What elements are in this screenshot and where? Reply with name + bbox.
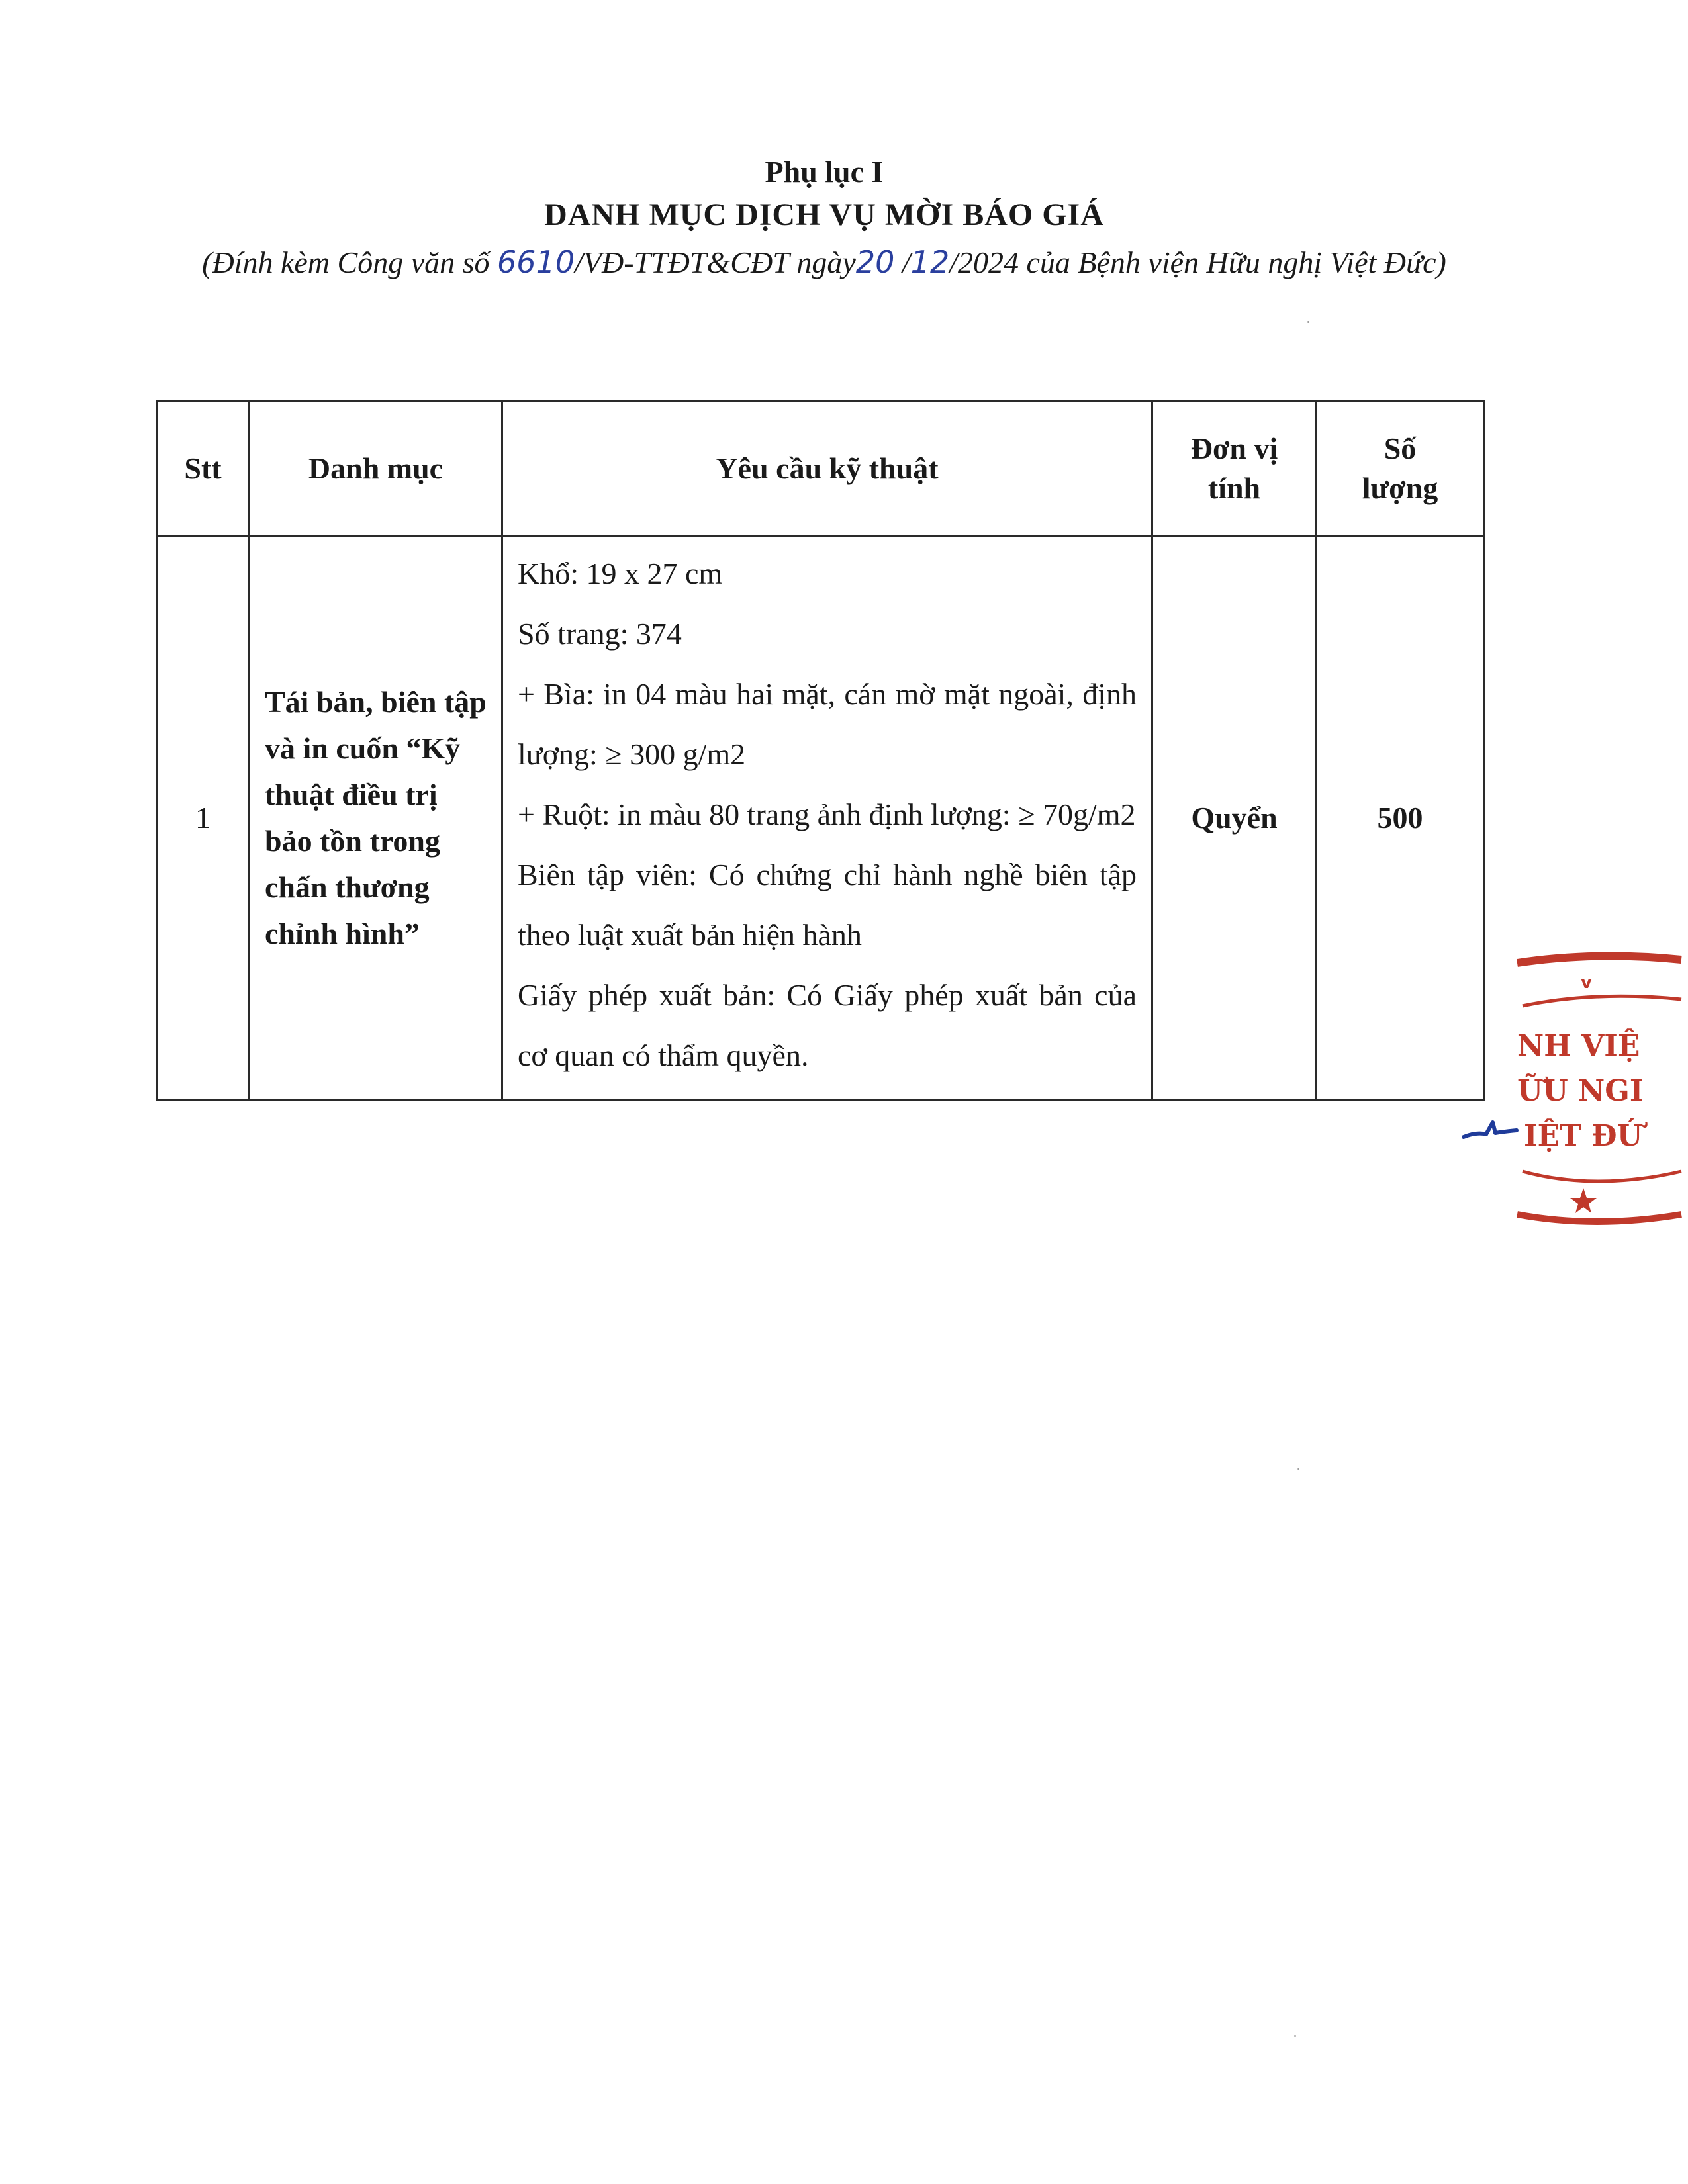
seal-graphic [1503,943,1688,1234]
row-technical-requirements [502,536,1152,1100]
column-header-quantity-line2: lượng [1362,471,1438,505]
attachment-note-suffix: /2024 của Bệnh viện Hữu nghị Việt Đức) [949,246,1446,279]
requirement-size: Khổ: 19 x 27 cm [518,557,723,590]
table-header-row [157,402,1484,536]
attachment-note-middle: /VĐ-TTĐT&CĐT ngày [575,246,856,279]
seal-text-line1: NH VIỆ [1517,1029,1640,1063]
heading-block [0,152,1648,287]
hospital-seal-stamp [1503,943,1688,1234]
seal-star-icon [1570,1188,1597,1213]
handwritten-day: 20 [855,244,895,280]
column-header-unit [1152,402,1317,536]
service-table [156,400,1485,1101]
requirement-pages: Số trang: 374 [518,617,682,651]
column-header-quantity-line1: Số [1383,432,1417,465]
column-header-unit-line1: Đơn vị [1190,432,1278,465]
scan-speck [1297,1468,1299,1470]
requirement-editor: Biên tập viên: Có chứng chỉ hành nghề biên tập theo luật xuất bản hiện hành [518,858,1137,952]
seal-outer-arc-bottom [1517,1214,1681,1222]
requirement-license: Giấy phép xuất bản: Có Giấy phép xuất bản của cơ quan có thẩm quyền. [518,978,1137,1072]
row-unit: Quyển [1152,536,1317,1100]
handwritten-doc-number: 6610 [497,244,575,280]
column-header-unit-line2: tính [1207,471,1261,505]
attachment-note-prefix: (Đính kèm Công văn số [202,246,498,279]
seal-inner-arc-bottom [1523,1171,1681,1181]
column-header-category: Danh mục [250,402,502,536]
document-title: DANH MỤC DỊCH VỤ MỜI BÁO GIÁ [544,197,1104,232]
scan-speck [1294,2035,1296,2037]
table-row [157,536,1484,1100]
attachment-note [179,238,1470,287]
column-header-technical-requirements: Yêu cầu kỹ thuật [502,402,1152,536]
column-header-stt: Stt [157,402,250,536]
column-header-quantity [1317,402,1484,536]
row-stt: 1 [157,536,250,1100]
seal-text-line2: ỮU NGI [1517,1074,1644,1108]
seal-top-mark: v [1581,973,1592,993]
seal-outer-arc-top [1517,956,1681,963]
attachment-note-slash: / [894,246,911,279]
seal-inner-arc-top [1523,996,1681,1006]
appendix-label: Phụ lục I [765,155,884,189]
handwritten-month: 12 [910,244,950,280]
requirement-cover: + Bìa: in 04 màu hai mặt, cán mờ mặt ngoài, định lượng: ≥ 300 g/m2 [518,677,1137,771]
requirement-inner: + Ruột: in màu 80 trang ảnh định lượng: ≥ 70g/m2 [518,797,1136,831]
seal-text-line3: IỆT ĐỨ [1524,1119,1643,1153]
signature-mark-icon [1460,1112,1519,1152]
row-category: Tái bản, biên tập và in cuốn “Kỹ thuật điều trị bảo tồn trong chấn thương chỉnh hình” [250,536,502,1100]
row-quantity: 500 [1317,536,1484,1100]
scan-speck [1307,321,1309,323]
